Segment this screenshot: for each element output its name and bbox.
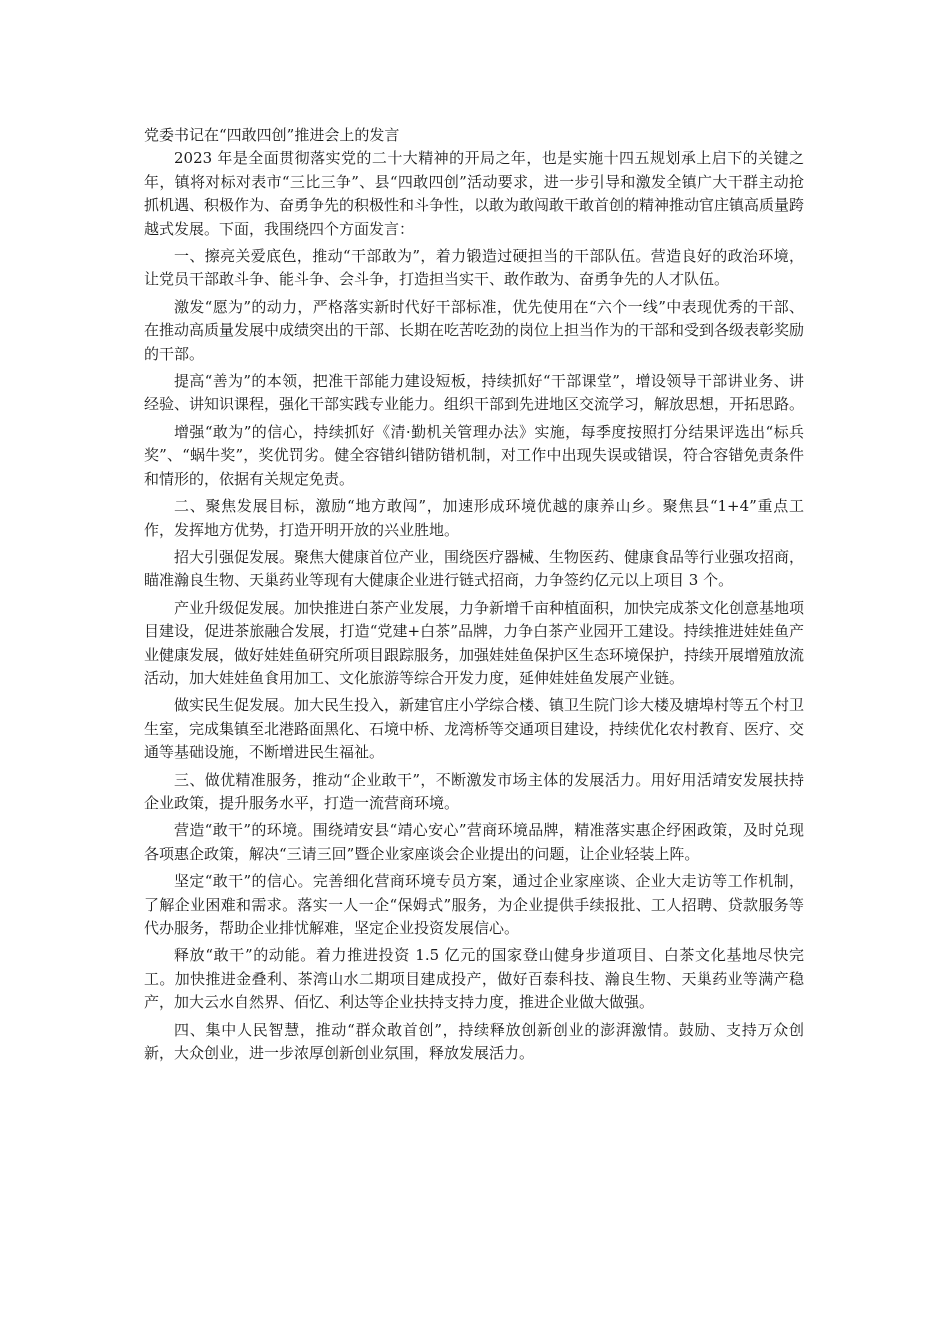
paragraph-section-1-item-1: 激发“愿为”的动力，严格落实新时代好干部标准，优先使用在“六个一线”中表现优秀的干部、在推动高质量发展中成绩突出的干部、长期在吃苦吃劲的岗位上担当作为的干部和受到各级表彰奖励的干部。 (144, 297, 805, 363)
paragraph-section-2-item-3: 做实民生促发展。加大民生投入，新建官庄小学综合楼、镇卫生院门诊大楼及塘埠村等五个村卫生室，完成集镇至北港路面黑化、石境中桥、龙湾桥等交通项目建设，持续优化农村教育、医疗、交通等基础设施，不断增进民生福祉。 (144, 696, 805, 762)
paragraph-section-2: 二、聚焦发展目标，激励“地方敢闯”，加速形成环境优越的康养山乡。聚焦县“1+4”重点工作，发挥地方优势，打造开明开放的兴业胜地。 (144, 497, 804, 539)
paragraph-section-1: 一、擦亮关爱底色，推动“干部敢为”，着力锻造过硬担当的干部队伍。营造良好的政治环境，让党员干部敢斗争、能斗争、会斗争，打造担当实干、敢作敢为、奋勇争先的人才队伍。 (144, 247, 804, 289)
paragraph-section-3: 三、做优精准服务，推动“企业敢干”，不断激发市场主体的发展活力。用好用活靖安发展扶持企业政策，提升服务水平，打造一流营商环境。 (144, 770, 804, 812)
paragraph-section-4: 四、集中人民智慧，推动“群众敢首创”，持续释放创新创业的澎湃激情。鼓励、支持万众创新，大众创业，进一步浓厚创新创业氛围，释放发展活力。 (144, 1020, 804, 1063)
document-page (144, 124, 804, 1069)
paragraph-section-2-item-2: 产业升级促发展。加快推进白茶产业发展，力争新增千亩种植面积，加快完成茶文化创意基地项目建设，促进茶旅融合发展，打造“党建+白茶”品牌，力争白茶产业园开工建设。持续推进娃娃鱼产业健康发展，做好娃娃鱼研究所项目跟踪服务，加强娃娃鱼保护区生态环境保护，持续开展增殖放流活动，加大娃娃鱼食用加工、文化旅游等综合开发力度，延伸娃娃鱼发展产业链。 (144, 598, 805, 687)
paragraph-section-1-item-3: 增强“敢为”的信心，持续抓好《清·勤机关管理办法》实施，每季度按照打分结果评选出“标兵奖”、“蜗牛奖”，奖优罚劣。健全容错纠错防错机制，对工作中出现失误或错误，符合容错免责条件和情形的，依据有关规定免责。 (144, 422, 804, 488)
paragraph-section-2-item-1: 招大引强促发展。聚焦大健康首位产业，围绕医疗器械、生物医药、健康食品等行业强攻招商，瞄准瀚良生物、天巢药业等现有大健康企业进行链式招商，力争签约亿元以上项目 3 个。 (144, 547, 805, 590)
paragraph-intro: 2023 年是全面贯彻落实党的二十大精神的开局之年，也是实施十四五规划承上启下的关键之年，镇将对标对表市“三比三争”、县“四敢四创”活动要求，进一步引导和激发全镇广大干群主动抢抓机遇、积极作为、奋勇争先的积极性和斗争性，以敢为敢闯敢干敢首创的精神推动官庄镇高质量跨越式发展。下面，我围绕四个方面发言： (144, 149, 805, 238)
paragraph-section-3-item-2: 坚定“敢干”的信心。完善细化营商环境专员方案，通过企业家座谈、企业大走访等工作机制，了解企业困难和需求。落实一人一企“保姆式”服务，为企业提供手续报批、工人招聘、贷款服务等代办服务，帮助企业排忧解难，坚定企业投资发展信心。 (144, 872, 804, 937)
paragraph-section-3-item-3: 释放“敢干”的动能。着力推进投资 1.5 亿元的国家登山健身步道项目、白茶文化基地尽快完工。加快推进金叠利、茶湾山水二期项目建成投产，做好百泰科技、瀚良生物、天巢药业等满产稳产，加大云水自然界、佰忆、利达等企业扶持支持力度，推进企业做大做强。 (144, 946, 804, 1012)
paragraph-section-1-item-2: 提高“善为”的本领，把准干部能力建设短板，持续抓好“干部课堂”，增设领导干部讲业务、讲经验、讲知识课程，强化干部实践专业能力。组织干部到先进地区交流学习，解放思想，开拓思路。 (144, 372, 805, 414)
paragraph-section-3-item-1: 营造“敢干”的环境。围绕靖安县“靖心安心”营商环境品牌，精准落实惠企纾困政策，及时兑现各项惠企政策，解决“三请三回”暨企业家座谈会企业提出的问题，让企业轻装上阵。 (144, 821, 804, 863)
document-title: 党委书记在“四敢四创”推进会上的发言 (144, 126, 400, 144)
